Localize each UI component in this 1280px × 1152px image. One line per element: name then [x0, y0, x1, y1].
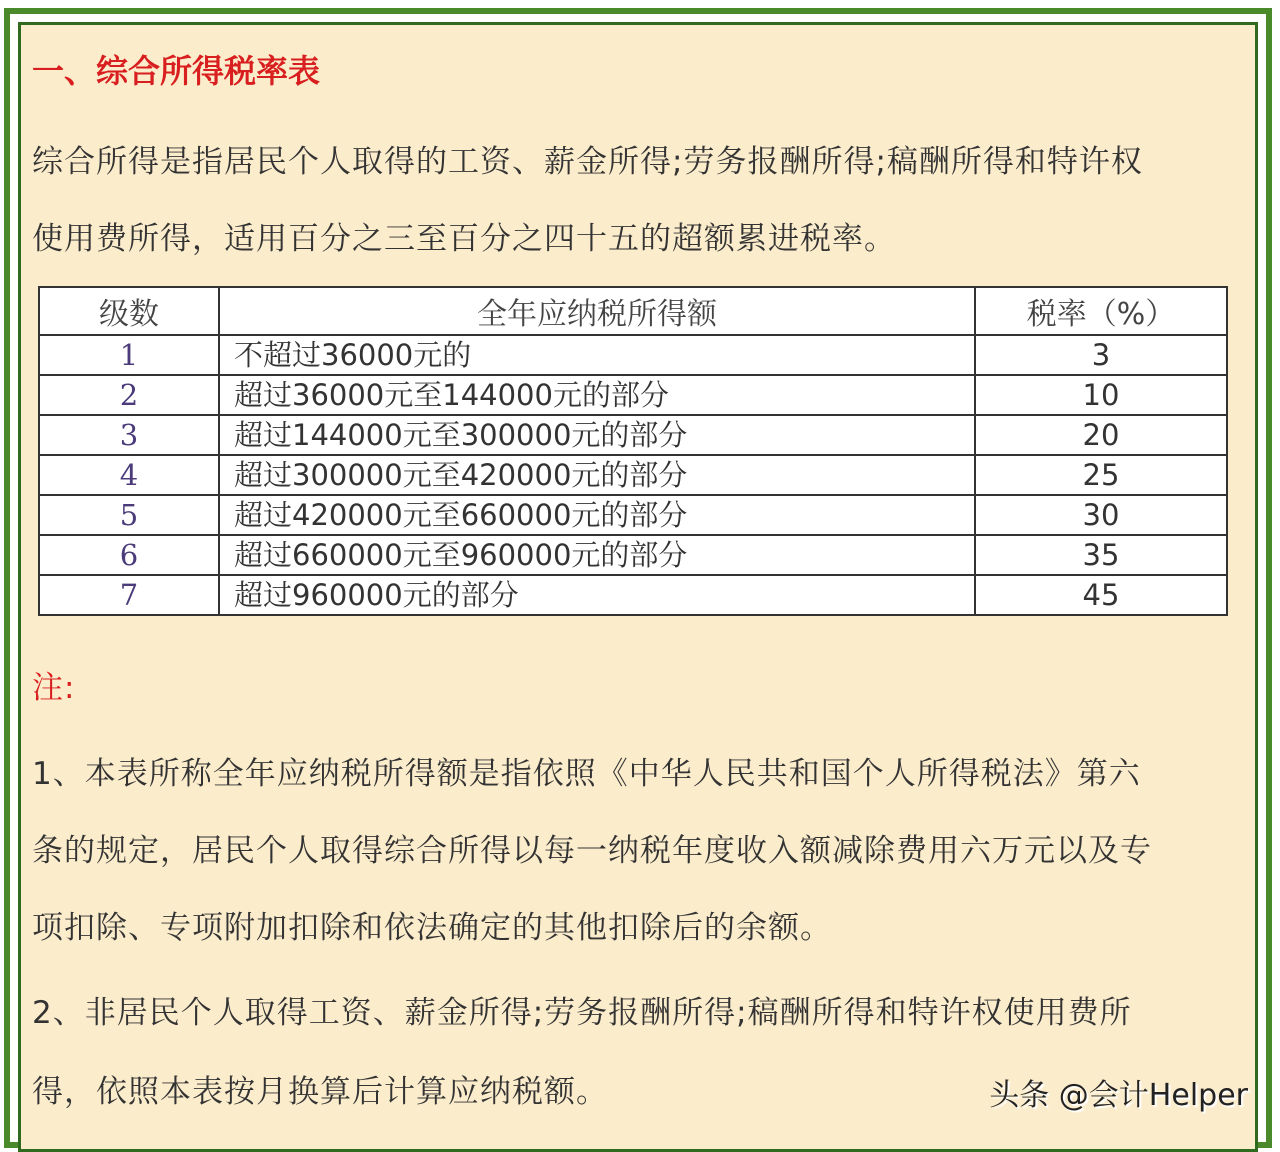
rate-cell: 30 [975, 495, 1227, 535]
level-cell: 7 [39, 575, 219, 615]
note-label: 注: [32, 670, 76, 706]
level-cell: 3 [39, 415, 219, 455]
note2-line: 2、非居民个人取得工资、薪金所得;劳务报酬所得;稿酬所得和特许权使用费所 [32, 995, 1132, 1031]
level-cell: 2 [39, 375, 219, 415]
watermark: 头条 @会计Helper [989, 1078, 1248, 1113]
income-cell: 超过36000元至144000元的部分 [219, 375, 975, 415]
income-cell: 不超过36000元的 [219, 335, 975, 375]
level-cell: 6 [39, 535, 219, 575]
tax-rate-table [38, 286, 1228, 616]
table-row [39, 575, 1227, 615]
intro-line: 使用费所得，适用百分之三至百分之四十五的超额累进税率。 [32, 221, 896, 257]
level-cell: 4 [39, 455, 219, 495]
income-cell: 超过420000元至660000元的部分 [219, 495, 975, 535]
note1-line: 项扣除、专项附加扣除和依法确定的其他扣除后的余额。 [32, 910, 832, 946]
table-row [39, 375, 1227, 415]
rate-cell: 35 [975, 535, 1227, 575]
note1-line: 1、本表所称全年应纳税所得额是指依照《中华人民共和国个人所得税法》第六 [32, 756, 1141, 792]
intro-line: 综合所得是指居民个人取得的工资、薪金所得;劳务报酬所得;稿酬所得和特许权 [32, 144, 1143, 180]
table-row [39, 495, 1227, 535]
rate-cell: 20 [975, 415, 1227, 455]
level-cell: 5 [39, 495, 219, 535]
header-level: 级数 [39, 287, 219, 335]
rate-cell: 10 [975, 375, 1227, 415]
table-row [39, 535, 1227, 575]
header-income: 全年应纳税所得额 [219, 287, 975, 335]
rate-cell: 3 [975, 335, 1227, 375]
income-cell: 超过144000元至300000元的部分 [219, 415, 975, 455]
table-row [39, 455, 1227, 495]
note2-line: 得，依照本表按月换算后计算应纳税额。 [32, 1074, 608, 1110]
table-row [39, 415, 1227, 455]
income-cell: 超过960000元的部分 [219, 575, 975, 615]
rate-cell: 25 [975, 455, 1227, 495]
rate-cell: 45 [975, 575, 1227, 615]
table-header-row [39, 287, 1227, 335]
header-rate: 税率（%） [975, 287, 1227, 335]
income-cell: 超过660000元至960000元的部分 [219, 535, 975, 575]
level-cell: 1 [39, 335, 219, 375]
income-cell: 超过300000元至420000元的部分 [219, 455, 975, 495]
note1-line: 条的规定，居民个人取得综合所得以每一纳税年度收入额减除费用六万元以及专 [32, 833, 1152, 869]
section-title: 一、综合所得税率表 [32, 52, 321, 90]
table-row [39, 335, 1227, 375]
